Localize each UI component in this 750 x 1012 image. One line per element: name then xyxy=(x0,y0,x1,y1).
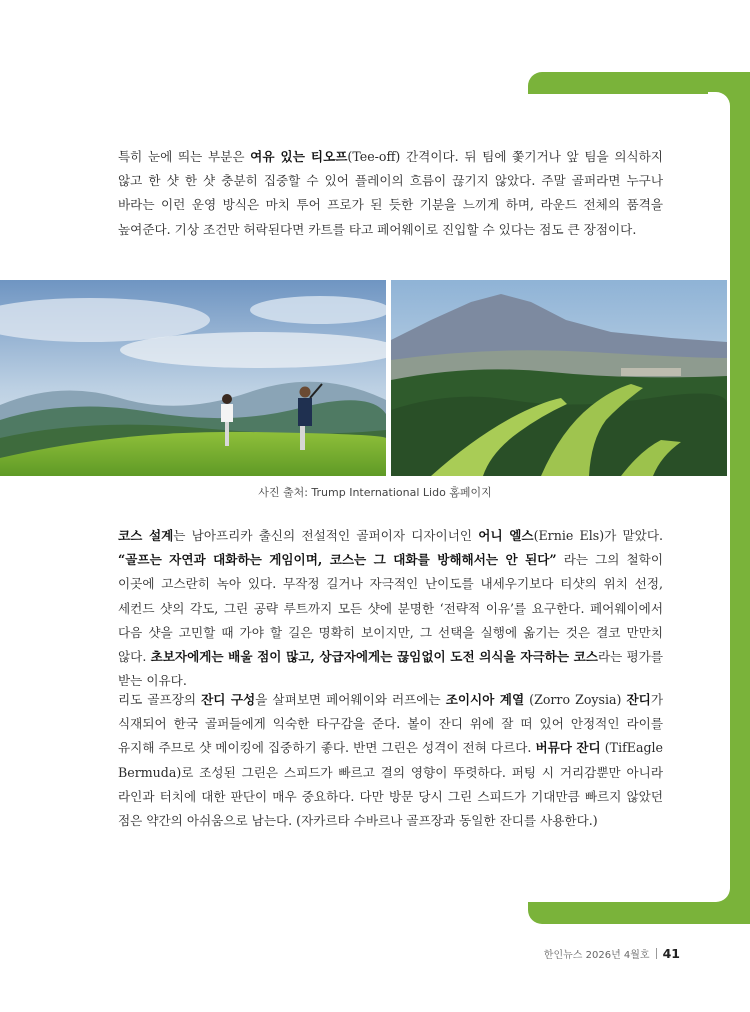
photo-golfers xyxy=(0,280,386,476)
body-text: 가 식재되어 한국 골퍼들에게 익숙한 타구감을 준다. 볼이 잔디 위에 잘 떠 있어 안정적인 라이를 유지해 주므로 샷 메이킹에 집중하기 좋다. 반면 그린은 성격이 전혀 다르다. xyxy=(118,692,663,756)
accent-bar-top xyxy=(528,72,750,94)
body-text: 라는 그의 철학이 이곳에 고스란히 녹아 있다. 무작정 길거나 자극적인 난이도를 내세우기보다 티샷의 위치 선정, 세컨드 샷의 각도, 그린 공략 루트까지 모든 샷에 분명한 ‘전략적 이유’를 요구한다. 페어웨이에서 다음 샷을 고민할 때 가야 할 길은 명확히 보이지만, 그 선택을 실행에 옮기는 것은 결코 만만치 않다. xyxy=(118,552,663,665)
body-text: 라는 평가를 받는 이유다. xyxy=(118,649,663,689)
emphasis-text: 어니 엘스 xyxy=(478,528,534,543)
footer-divider xyxy=(656,948,657,959)
body-text: (Ernie Els)가 맡았다. xyxy=(533,528,664,543)
body-text: 는 남아프리카 출신의 전설적인 골퍼이자 디자이너인 xyxy=(173,528,479,543)
body-text: (Zorro Zoysia) xyxy=(524,692,627,707)
body-text: 리도 골프장의 xyxy=(118,692,202,707)
emphasis-text: 조이시아 계열 xyxy=(445,692,525,707)
emphasis-text: 잔디 구성 xyxy=(201,692,256,707)
photo-caption: 사진 출처: Trump International Lido 홈페이지 xyxy=(258,486,492,499)
body-text: (TifEagle Bermuda)로 조성된 그린은 스피드가 빠르고 결의 영향이 뚜렷하다. 퍼팅 시 거리감뿐만 아니라 라인과 터치에 대한 판단이 매우 중요하다. 다만 방문 당시 그린 스피드가 기대만큼 빠르지 않았던 점은 약간의 아쉬움으로 남는다. (자카르타 수바르나 골프장과 동일한 잔디를 사용한다.) xyxy=(118,740,664,829)
body-text: (Tee-off) 간격이다. 뒤 팀에 쫓기거나 앞 팀을 의식하지 않고 한 샷 한 샷 충분히 집중할 수 있어 플레이의 흐름이 끊기지 않았다. 주말 골퍼라면 누구나 바라는 이런 운영 방식은 마치 투어 프로가 된 듯한 기분을 느끼게 하며, 라운드 전체의 품격을 높여준다. 기상 조건만 허락된다면 카트를 타고 페어웨이로 진입할 수 있다는 점도 큰 장점이다. xyxy=(118,149,663,237)
emphasis-text: “골프는 자연과 대화하는 게임이며, 코스는 그 대화를 방해해서는 안 된다” xyxy=(118,552,557,568)
body-text: 을 살펴보면 페어웨이와 러프에는 xyxy=(255,692,446,707)
paragraph-grass xyxy=(118,688,663,833)
emphasis-text: 버뮤다 잔디 xyxy=(535,740,601,756)
photo-aerial-course xyxy=(391,280,727,476)
page-footer xyxy=(544,946,680,961)
page-number: 41 xyxy=(662,946,680,961)
emphasis-text: 코스 설계 xyxy=(118,528,174,543)
emphasis-text: 잔디 xyxy=(626,692,651,707)
paragraph-tee-off xyxy=(118,145,663,242)
body-text: 특히 눈에 띄는 부분은 xyxy=(118,149,251,164)
accent-bar-bottom xyxy=(528,902,750,924)
publication-name: 한인뉴스 2026년 4월호 xyxy=(543,950,650,961)
emphasis-text: 여유 있는 티오프 xyxy=(250,149,348,164)
paragraph-course-design xyxy=(118,524,663,693)
emphasis-text: 초보자에게는 배울 점이 많고, 상급자에게는 끊임없이 도전 의식을 자극하는 코스 xyxy=(150,649,598,665)
